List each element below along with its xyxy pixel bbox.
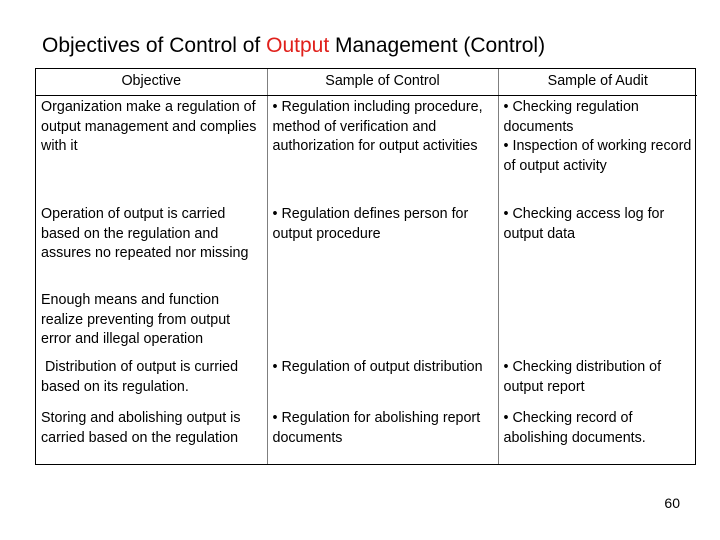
objectives-table bbox=[36, 69, 697, 464]
audit-cell bbox=[498, 96, 697, 202]
table-row bbox=[36, 356, 697, 405]
control-item: • Regulation defines person for output procedure bbox=[272, 206, 469, 242]
control-item: • Regulation for abolishing report documents bbox=[272, 410, 481, 446]
control-cell bbox=[267, 289, 498, 356]
title-text-after: Management (Control) bbox=[329, 34, 546, 57]
header-sample-of-control: Sample of Control bbox=[267, 69, 498, 96]
objectives-table-frame bbox=[35, 68, 696, 465]
header-objective: Objective bbox=[36, 69, 267, 96]
objective-cell: Distribution of output is curried based on its regulation. bbox=[36, 356, 267, 405]
control-cell bbox=[267, 356, 498, 405]
audit-cell bbox=[498, 201, 697, 289]
audit-item: • Checking regulation documents bbox=[503, 99, 639, 135]
objective-cell: Operation of output is carried based on the regulation and assures no repeated nor missing bbox=[36, 201, 267, 289]
control-item: • Regulation of output distribution bbox=[272, 359, 483, 375]
table-row bbox=[36, 201, 697, 289]
header-sample-of-audit: Sample of Audit bbox=[498, 69, 697, 96]
page-number: 60 bbox=[664, 495, 680, 511]
audit-cell bbox=[498, 289, 697, 356]
objective-cell: Organization make a regulation of output management and complies with it bbox=[36, 96, 267, 202]
table-row bbox=[36, 289, 697, 356]
objective-cell: Storing and abolishing output is carried based on the regulation bbox=[36, 405, 267, 464]
table-row bbox=[36, 405, 697, 464]
table-row bbox=[36, 96, 697, 202]
audit-item: • Inspection of working record of output activity bbox=[503, 138, 692, 174]
control-cell bbox=[267, 405, 498, 464]
objective-cell: Enough means and function realize preventing from output error and illegal operation bbox=[36, 289, 267, 356]
audit-item: • Checking access log for output data bbox=[503, 206, 665, 242]
title-text-before: Objectives of Control of bbox=[42, 34, 267, 57]
audit-item: • Checking distribution of output report bbox=[503, 359, 662, 395]
control-item: • Regulation including procedure, method of verification and authorization for output activities bbox=[272, 99, 483, 154]
audit-cell bbox=[498, 356, 697, 405]
table-header-row bbox=[36, 69, 697, 96]
title-text-accent: Output bbox=[266, 34, 330, 57]
audit-cell bbox=[498, 405, 697, 464]
control-cell bbox=[267, 201, 498, 289]
page-title bbox=[42, 34, 545, 58]
audit-item: • Checking record of abolishing documents. bbox=[503, 410, 646, 446]
control-cell bbox=[267, 96, 498, 202]
